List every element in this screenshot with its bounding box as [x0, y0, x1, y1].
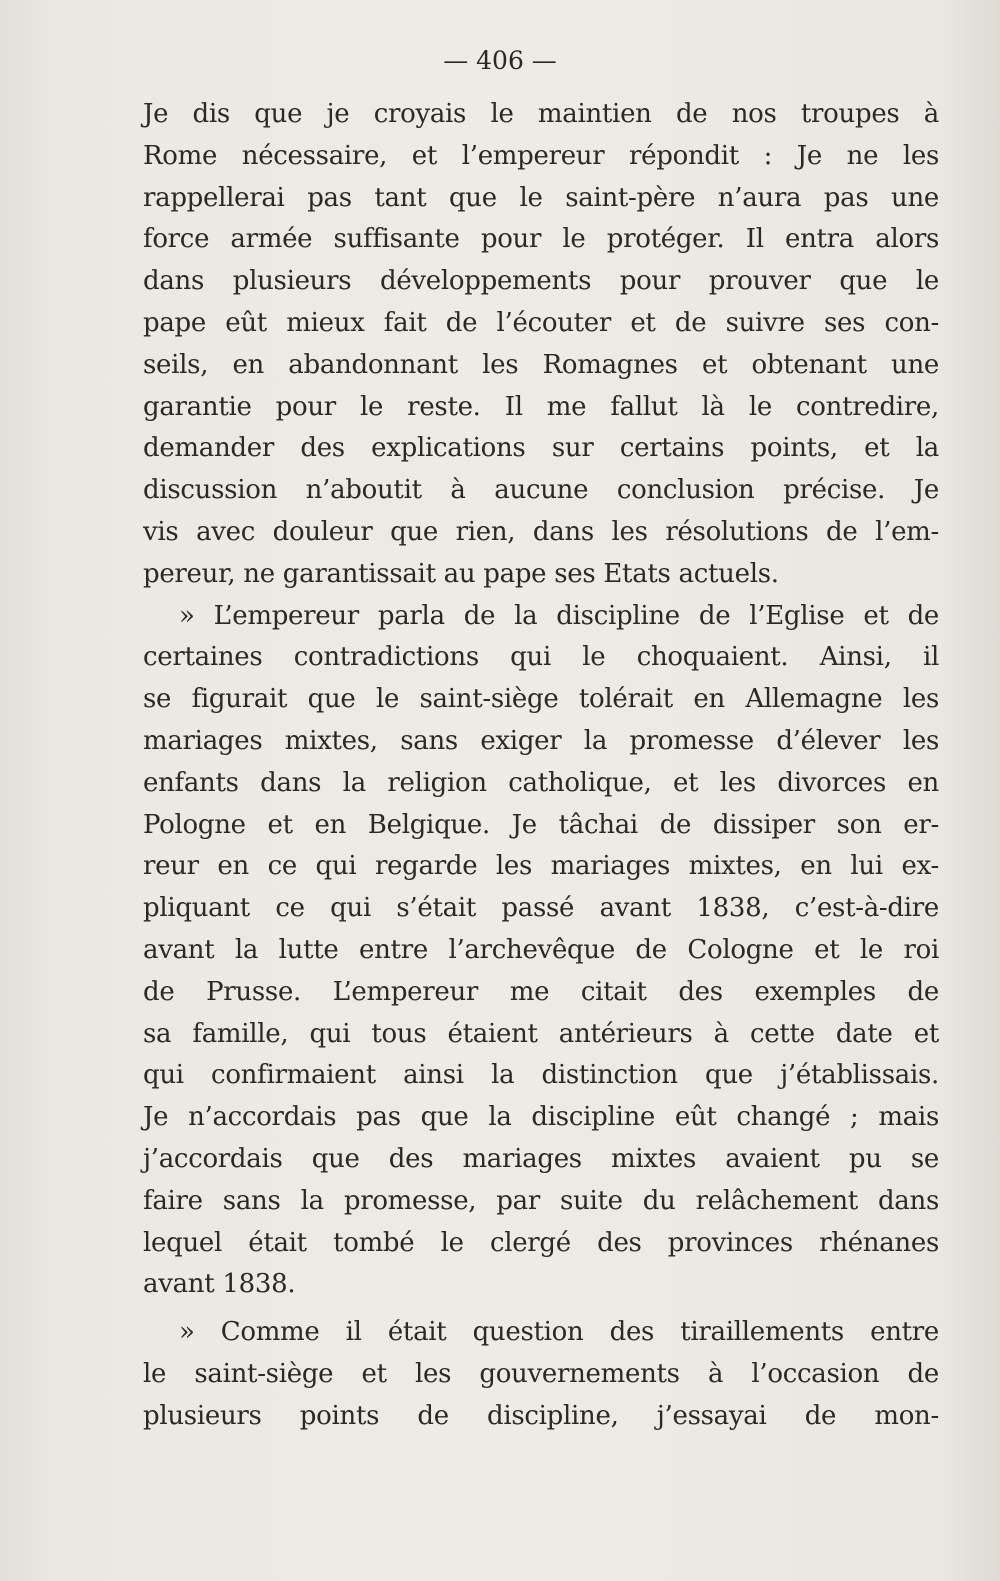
- text-line: demander des explications sur certains points, et la: [143, 433, 939, 464]
- body-text: [143, 94, 939, 1438]
- page-number: — 406 —: [443, 46, 557, 75]
- text-line: Je n’accordais pas que la discipline eût changé ; mais: [143, 1102, 939, 1133]
- text-line: force armée suffisante pour le protéger. Il entra alors: [143, 224, 939, 255]
- text-line: rappellerai pas tant que le saint-père n’aura pas une: [143, 182, 939, 213]
- text-line: certaines contradictions qui le choquaient. Ainsi, il: [143, 642, 939, 673]
- text-line: de Prusse. L’empereur me citait des exemples de: [143, 976, 939, 1007]
- text-line: reur en ce qui regarde les mariages mixtes, en lui ex-: [143, 851, 939, 882]
- text-line: garantie pour le reste. Il me fallut là le contredire,: [143, 391, 939, 422]
- text-line: pliquant ce qui s’était passé avant 1838, c’est-à-dire: [143, 893, 939, 924]
- text-line: enfants dans la religion catholique, et les divorces en: [143, 767, 939, 798]
- text-line: vis avec douleur que rien, dans les résolutions de l’em-: [143, 516, 939, 547]
- text-line: se figurait que le saint-siège tolérait en Allemagne les: [143, 684, 939, 715]
- text-line: avant la lutte entre l’archevêque de Cologne et le roi: [143, 934, 939, 965]
- text-line: dans plusieurs développements pour prouver que le: [143, 266, 939, 297]
- text-line: sa famille, qui tous étaient antérieurs à cette date et: [143, 1018, 939, 1049]
- text-line: pape eût mieux fait de l’écouter et de suivre ses con-: [143, 307, 939, 338]
- text-line: faire sans la promesse, par suite du relâchement dans: [143, 1185, 939, 1216]
- text-line: discussion n’aboutit à aucune conclusion précise. Je: [143, 475, 939, 506]
- text-line: pereur, ne garantissait au pape ses Etats actuels.: [143, 558, 779, 589]
- text-line: plusieurs points de discipline, j’essayai de mon-: [143, 1400, 939, 1431]
- text-line: avant 1838.: [143, 1269, 296, 1300]
- text-line: Pologne et en Belgique. Je tâchai de dissiper son er-: [143, 809, 939, 840]
- text-line: j’accordais que des mariages mixtes avaient pu se: [143, 1143, 939, 1174]
- text-line: Je dis que je croyais le maintien de nos troupes à: [143, 99, 939, 129]
- paragraph-start-line: » L’empereur parla de la discipline de l’Eglise et de: [179, 600, 939, 631]
- paragraph-start-line: » Comme il était question des tiraillements entre: [179, 1317, 939, 1348]
- text-line: mariages mixtes, sans exiger la promesse d’élever les: [143, 725, 939, 756]
- text-line: qui confirmaient ainsi la distinction que j’établissais.: [143, 1060, 939, 1091]
- text-line: Rome nécessaire, et l’empereur répondit : Je ne les: [143, 140, 939, 171]
- text-line: le saint-siège et les gouvernements à l’occasion de: [143, 1358, 939, 1389]
- text-line: lequel était tombé le clergé des provinces rhénanes: [143, 1227, 939, 1258]
- text-line: seils, en abandonnant les Romagnes et obtenant une: [143, 349, 939, 380]
